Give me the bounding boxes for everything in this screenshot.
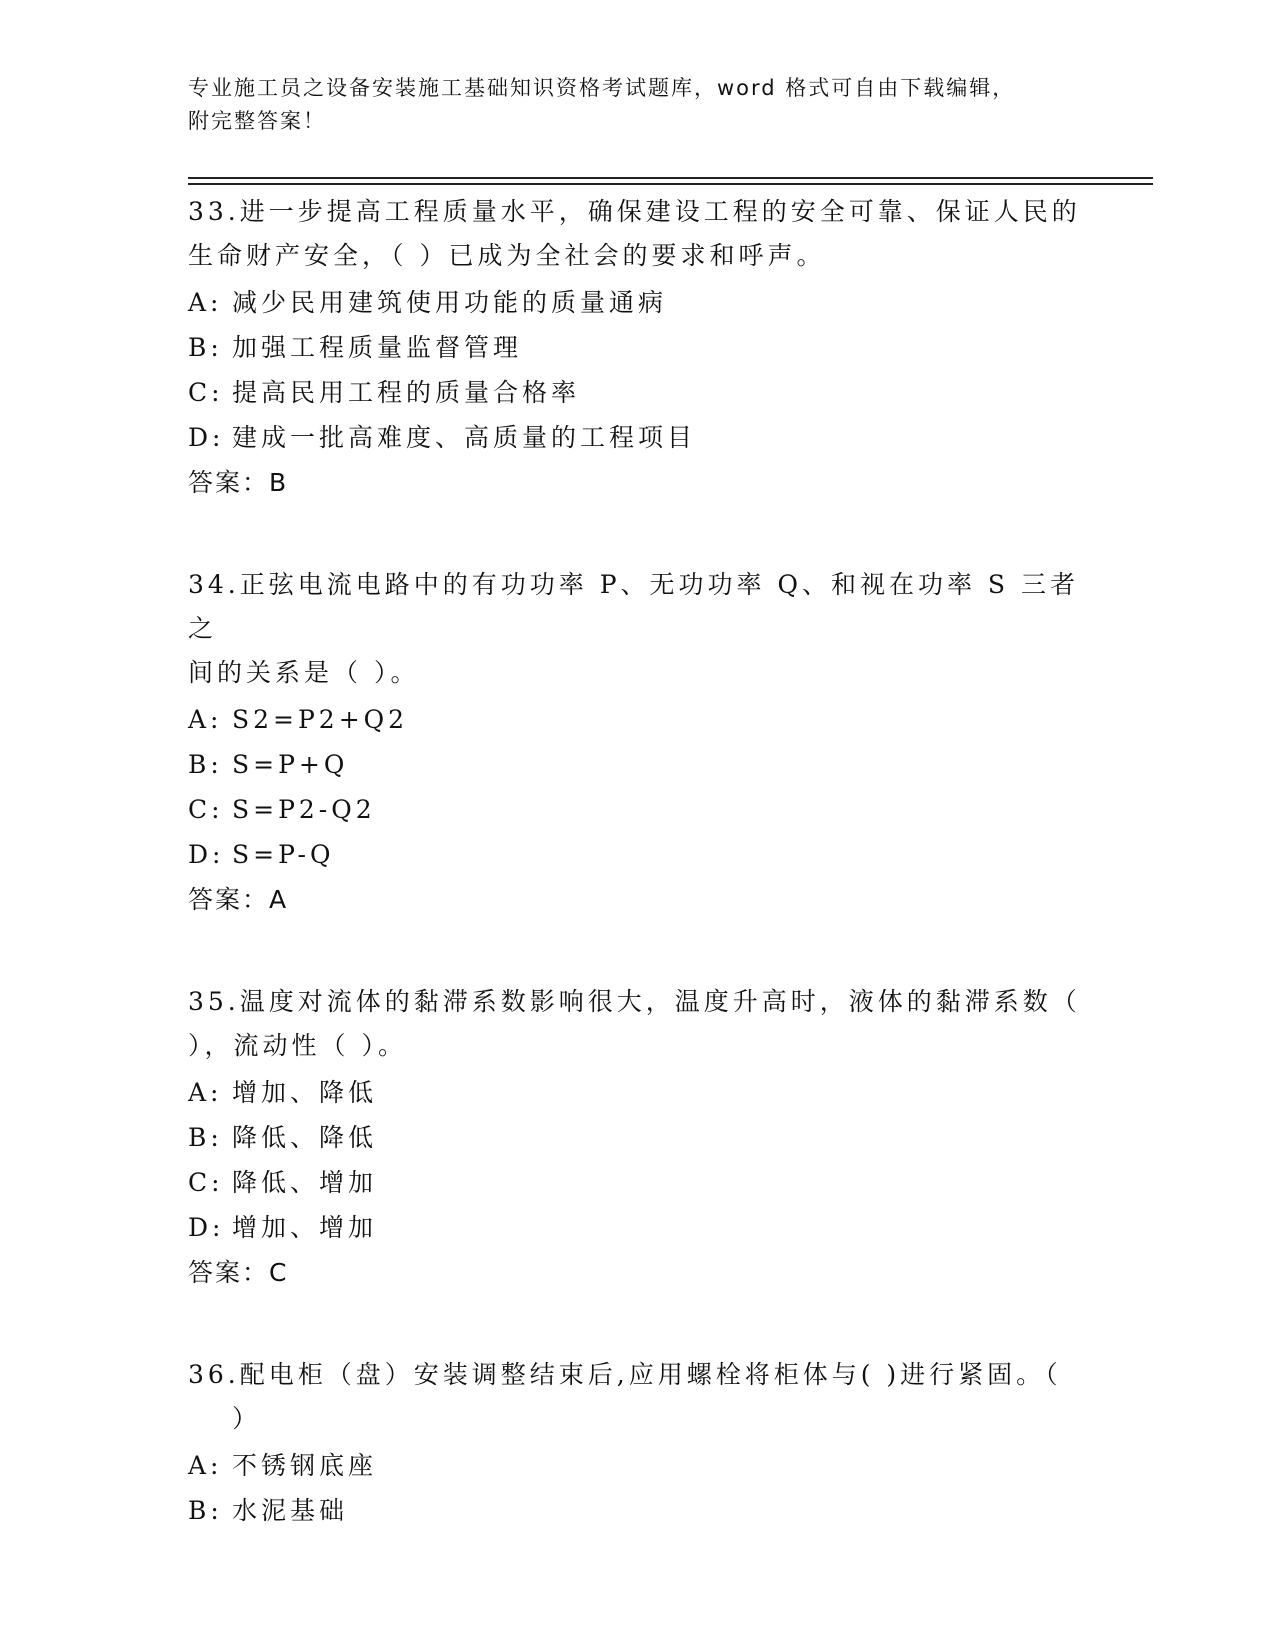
answer-line: 答案：A <box>188 885 289 914</box>
answer-line: 答案：B <box>188 468 289 497</box>
question-stem-line-1: 36.配电柜（盘）安装调整结束后,应用螺栓将柜体与( )进行紧固。（ <box>188 1360 1062 1389</box>
option-c <box>188 1160 1088 1205</box>
option-d <box>188 1205 1088 1250</box>
option-b <box>188 1488 1088 1533</box>
question-34 <box>188 563 1088 923</box>
option-text: 水泥基础 <box>232 1496 349 1525</box>
document-header <box>188 72 1068 138</box>
question-35 <box>188 980 1088 1296</box>
option-text: 降低、增加 <box>232 1168 378 1197</box>
option-b <box>188 325 1088 370</box>
header-line-2: 附完整答案！ <box>188 109 326 133</box>
option-c <box>188 370 1088 415</box>
option-label: A: <box>188 705 223 734</box>
header-line-1: 专业施工员之设备安装施工基础知识资格考试题库，word 格式可自由下载编辑， <box>188 76 1016 100</box>
option-b <box>188 1115 1088 1160</box>
option-label: D: <box>188 840 225 869</box>
option-d <box>188 832 1088 877</box>
option-text: S2=P2+Q2 <box>232 705 409 734</box>
option-label: B: <box>188 1496 223 1525</box>
option-label: A: <box>188 1078 223 1107</box>
question-list <box>188 190 1088 1533</box>
question-stem-line-1: 34.正弦电流电路中的有功功率 P、无功功率 Q、和视在功率 S 三者之 <box>188 570 1079 643</box>
question-stem-line-2: ），流动性（ ）。 <box>188 1031 407 1060</box>
option-label: B: <box>188 750 223 779</box>
option-label: A: <box>188 288 223 317</box>
option-label: D: <box>188 423 225 452</box>
option-label: D: <box>188 1213 225 1242</box>
option-a <box>188 280 1088 325</box>
option-b <box>188 742 1088 787</box>
option-text: S=P+Q <box>232 750 349 779</box>
question-stem <box>188 980 1088 1068</box>
question-stem <box>188 190 1088 278</box>
option-c <box>188 787 1088 832</box>
question-stem <box>188 1353 1088 1441</box>
option-text: 减少民用建筑使用功能的质量通病 <box>232 288 668 317</box>
option-d <box>188 415 1088 460</box>
option-label: B: <box>188 333 223 362</box>
option-text: 建成一批高难度、高质量的工程项目 <box>232 423 697 452</box>
header-divider-bottom <box>188 183 1153 185</box>
option-text: 不锈钢底座 <box>232 1451 378 1480</box>
option-a <box>188 697 1088 742</box>
option-label: A: <box>188 1451 223 1480</box>
question-stem-line-1: 35.温度对流体的黏滞系数影响很大，温度升高时，液体的黏滞系数（ <box>188 987 1081 1016</box>
answer-line: 答案：C <box>188 1258 289 1287</box>
option-text: 降低、降低 <box>232 1123 378 1152</box>
option-text: S=P2-Q2 <box>232 795 376 824</box>
option-text: 提高民用工程的质量合格率 <box>232 378 581 407</box>
question-stem <box>188 563 1088 695</box>
header-divider-top <box>188 177 1153 179</box>
option-text: S=P-Q <box>232 840 335 869</box>
option-text: 增加、增加 <box>232 1213 378 1242</box>
option-label: C: <box>188 1168 224 1197</box>
option-label: C: <box>188 378 224 407</box>
option-text: 增加、降低 <box>232 1078 378 1107</box>
question-stem-line-1: 33.进一步提高工程质量水平，确保建设工程的安全可靠、保证人民的 <box>188 197 1081 226</box>
option-label: B: <box>188 1123 223 1152</box>
question-stem-line-2: 间的关系是（ ）。 <box>188 658 420 687</box>
option-a <box>188 1443 1088 1488</box>
option-a <box>188 1070 1088 1115</box>
option-text: 加强工程质量监督管理 <box>232 333 523 362</box>
question-36 <box>188 1353 1088 1533</box>
option-label: C: <box>188 795 224 824</box>
question-stem-line-2: 生命财产安全，（ ）已成为全社会的要求和呼声。 <box>188 241 826 270</box>
question-stem-line-2: ） <box>232 1404 262 1433</box>
question-33 <box>188 190 1088 506</box>
